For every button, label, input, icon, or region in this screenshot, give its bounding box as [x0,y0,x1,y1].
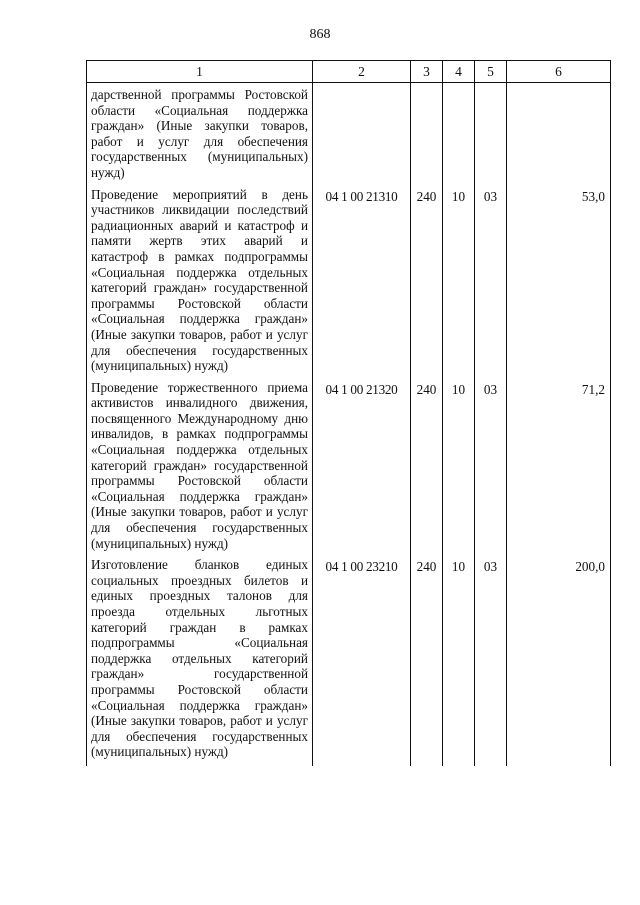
row-code: 04 1 00 21310 [313,187,411,380]
row-col-5 [475,83,507,187]
budget-table [86,60,611,766]
header-col-1: 1 [87,61,313,83]
header-col-4: 4 [443,61,475,83]
row-description: Проведение мероприятий в день участников ликвидации последствий радиационных аварий и катастроф и памяти жертв этих аварий и катастроф в рамках подпрограммы «Социальная поддержка отдельных категорий граждан» государственной программы Ростовской области «Социальная поддержка граждан» (Иные закупки товаров, работ и услуг для обеспечения государственных (муниципальных) нужд) [87,187,313,380]
header-col-5: 5 [475,61,507,83]
header-col-2: 2 [313,61,411,83]
table-row [87,83,611,187]
table-row [87,557,611,766]
row-amount [507,83,611,187]
row-code [313,83,411,187]
row-col-4: 10 [443,557,475,766]
row-col-4: 10 [443,380,475,558]
row-col-3: 240 [411,380,443,558]
table-row [87,187,611,380]
row-amount: 71,2 [507,380,611,558]
header-col-3: 3 [411,61,443,83]
row-col-3: 240 [411,557,443,766]
table-row [87,380,611,558]
row-col-4 [443,83,475,187]
row-col-3 [411,83,443,187]
row-col-4: 10 [443,187,475,380]
header-col-6: 6 [507,61,611,83]
page-number: 868 [309,27,331,42]
row-amount: 200,0 [507,557,611,766]
row-code: 04 1 00 21320 [313,380,411,558]
row-description: Проведение торжественного приема активистов инвалидного движения, посвященного Международному дню инвалидов, в рамках подпрограммы «Социальная поддержка отдельных категорий граждан» государственной программы Ростовской области «Социальная поддержка граждан» (Иные закупки товаров, работ и услуг для обеспечения государственных (муниципальных) нужд) [87,380,313,558]
row-amount: 53,0 [507,187,611,380]
row-description: Изготовление бланков единых социальных проездных билетов и единых проездных талонов для проезда отдельных льготных категорий граждан в рамках подпрограммы «Социальная поддержка отдельных категорий граждан» государственной программы Ростовской области «Социальная поддержка граждан» (Иные закупки товаров, работ и услуг для обеспечения государственных (муниципальных) нужд) [87,557,313,766]
row-col-5: 03 [475,380,507,558]
row-col-3: 240 [411,187,443,380]
row-code: 04 1 00 23210 [313,557,411,766]
header-row [87,61,611,83]
row-col-5: 03 [475,557,507,766]
row-description: дарственной программы Ростовской области «Социальная поддержка граждан» (Иные закупки товаров, работ и услуг для обеспечения государственных (муниципальных) нужд) [87,83,313,187]
row-col-5: 03 [475,187,507,380]
